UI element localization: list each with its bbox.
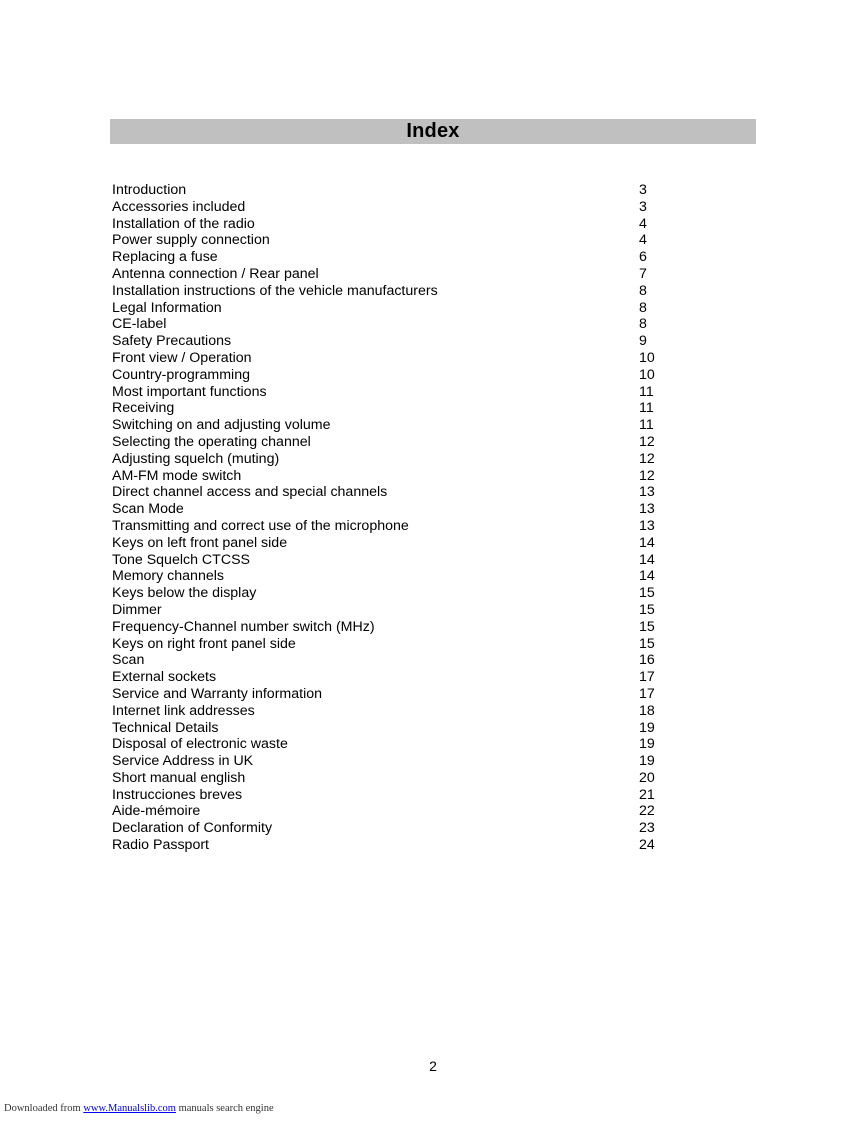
index-title-bar [110, 119, 756, 144]
toc-entry-page: 9 [639, 333, 647, 350]
toc-entry-title: Keys on left front panel side [112, 534, 288, 551]
toc-entry[interactable] [112, 283, 672, 300]
toc-entry[interactable] [112, 266, 672, 283]
toc-entry-title: Dimmer [112, 601, 162, 618]
toc-entry-page: 10 [639, 349, 655, 366]
toc-entry-title: Radio Passport [112, 837, 209, 854]
toc-entry-title: Selecting the operating channel [112, 433, 311, 450]
toc-entry-title: Direct channel access and special channels [112, 484, 388, 501]
toc-entry[interactable] [112, 636, 672, 653]
toc-entry-page: 13 [639, 501, 655, 518]
toc-entry[interactable] [112, 568, 672, 585]
toc-entry[interactable] [112, 669, 672, 686]
toc-entry[interactable] [112, 216, 672, 233]
toc-entry[interactable] [112, 837, 672, 854]
toc-entry-page: 16 [639, 652, 655, 669]
toc-entry-title: Safety Precautions [112, 333, 232, 350]
toc-entry[interactable] [112, 703, 672, 720]
toc-entry[interactable] [112, 384, 672, 401]
toc-entry[interactable] [112, 803, 672, 820]
toc-entry-page: 8 [639, 299, 647, 316]
toc-entry-title: Transmitting and correct use of the microphone [112, 517, 409, 534]
page-number: 2 [429, 1058, 437, 1074]
toc-entry-title: Service Address in UK [112, 753, 254, 770]
table-of-contents [112, 182, 672, 854]
toc-entry-page: 23 [639, 820, 655, 837]
toc-entry-title: Legal Information [112, 299, 222, 316]
toc-entry-title: Service and Warranty information [112, 685, 323, 702]
toc-entry-title: Instrucciones breves [112, 786, 243, 803]
toc-entry-page: 14 [639, 534, 655, 551]
toc-entry-title: Receiving [112, 400, 175, 417]
toc-entry[interactable] [112, 720, 672, 737]
toc-entry-title: Adjusting squelch (muting) [112, 450, 280, 467]
toc-entry-page: 12 [639, 433, 655, 450]
toc-entry-page: 15 [639, 585, 655, 602]
toc-entry-page: 8 [639, 282, 647, 299]
toc-entry-title: Introduction [112, 182, 187, 198]
toc-entry-page: 21 [639, 786, 655, 803]
toc-entry[interactable] [112, 535, 672, 552]
toc-entry-title: Installation instructions of the vehicle manufacturers [112, 282, 438, 299]
toc-entry-title: Short manual english [112, 769, 246, 786]
toc-entry-title: Disposal of electronic waste [112, 736, 288, 753]
toc-entry[interactable] [112, 484, 672, 501]
toc-entry-page: 20 [639, 769, 655, 786]
toc-entry-page: 12 [639, 450, 655, 467]
toc-entry[interactable] [112, 300, 672, 317]
toc-entry-page: 10 [639, 366, 655, 383]
toc-entry-page: 11 [639, 417, 654, 434]
toc-entry-title: Most important functions [112, 383, 267, 400]
toc-entry-title: Scan [112, 652, 145, 669]
toc-entry-title: Antenna connection / Rear panel [112, 265, 319, 282]
toc-entry-title: AM-FM mode switch [112, 467, 242, 484]
toc-entry-title: Keys on right front panel side [112, 635, 296, 652]
footer-suffix: manuals search engine [175, 1103, 274, 1114]
toc-entry-page: 11 [639, 400, 654, 417]
toc-entry-page: 17 [639, 669, 655, 686]
toc-entry[interactable] [112, 770, 672, 787]
toc-entry-title: Installation of the radio [112, 215, 255, 232]
toc-entry-title: Memory channels [112, 568, 224, 585]
toc-entry[interactable] [112, 333, 672, 350]
toc-entry-page: 14 [639, 568, 655, 585]
toc-entry[interactable] [112, 434, 672, 451]
toc-entry-page: 19 [639, 736, 655, 753]
toc-entry-page: 3 [639, 198, 647, 215]
toc-entry-page: 11 [639, 383, 654, 400]
toc-entry[interactable] [112, 451, 672, 468]
toc-entry-page: 4 [639, 232, 647, 249]
toc-entry[interactable] [112, 367, 672, 384]
toc-entry-page: 17 [639, 685, 655, 702]
toc-entry[interactable] [112, 585, 672, 602]
toc-entry[interactable] [112, 182, 672, 199]
toc-entry-page: 3 [639, 182, 647, 198]
toc-entry[interactable] [112, 736, 672, 753]
toc-entry[interactable] [112, 501, 672, 518]
toc-entry-page: 18 [639, 702, 655, 719]
toc-entry[interactable] [112, 518, 672, 535]
toc-entry-page: 15 [639, 635, 655, 652]
toc-entry[interactable] [112, 468, 672, 485]
toc-entry[interactable] [112, 652, 672, 669]
toc-entry-page: 15 [639, 601, 655, 618]
footer-prefix: Downloaded from [4, 1103, 84, 1114]
toc-entry[interactable] [112, 417, 672, 434]
toc-entry-page: 6 [639, 249, 647, 266]
toc-entry-title: Aide-mémoire [112, 803, 201, 820]
toc-entry-title: Internet link addresses [112, 702, 255, 719]
toc-entry-page: 13 [639, 484, 655, 501]
toc-entry[interactable] [112, 232, 672, 249]
toc-entry-title: CE-label [112, 316, 167, 333]
toc-entry-page: 7 [639, 265, 647, 282]
toc-entry-title: Technical Details [112, 719, 219, 736]
toc-entry-title: External sockets [112, 669, 217, 686]
toc-entry[interactable] [112, 686, 672, 703]
toc-entry-page: 13 [639, 517, 655, 534]
toc-entry-page: 8 [639, 316, 647, 333]
toc-entry-page: 24 [639, 837, 655, 854]
toc-entry-title: Country-programming [112, 366, 250, 383]
toc-entry-title: Switching on and adjusting volume [112, 417, 331, 434]
toc-entry-page: 19 [639, 719, 655, 736]
toc-entry-page: 4 [639, 215, 647, 232]
toc-entry-page: 12 [639, 467, 655, 484]
toc-entry-title: Scan Mode [112, 501, 184, 518]
toc-entry-title: Power supply connection [112, 232, 270, 249]
toc-entry[interactable] [112, 619, 672, 636]
toc-entry-title: Declaration of Conformity [112, 820, 273, 837]
toc-entry[interactable] [112, 350, 672, 367]
toc-entry-page: 14 [639, 551, 655, 568]
toc-entry[interactable] [112, 602, 672, 619]
toc-entry-title: Tone Squelch CTCSS [112, 551, 251, 568]
toc-entry-title: Accessories included [112, 198, 246, 215]
toc-entry-page: 19 [639, 753, 655, 770]
toc-entry[interactable] [112, 753, 672, 770]
toc-entry-page: 22 [639, 803, 655, 820]
manualslib-link[interactable]: www.Manualslib.com [83, 1103, 176, 1114]
toc-entry[interactable] [112, 400, 672, 417]
toc-entry[interactable] [112, 316, 672, 333]
toc-entry-title: Front view / Operation [112, 349, 252, 366]
toc-entry[interactable] [112, 249, 672, 266]
download-footer [4, 1103, 274, 1114]
toc-entry-title: Keys below the display [112, 585, 257, 602]
toc-entry-title: Frequency-Channel number switch (MHz) [112, 618, 375, 635]
toc-entry[interactable] [112, 787, 672, 804]
toc-entry[interactable] [112, 820, 672, 837]
toc-entry-title: Replacing a fuse [112, 249, 218, 266]
page-title: Index [406, 120, 460, 142]
toc-entry[interactable] [112, 199, 672, 216]
toc-entry-page: 15 [639, 618, 655, 635]
toc-entry[interactable] [112, 552, 672, 569]
